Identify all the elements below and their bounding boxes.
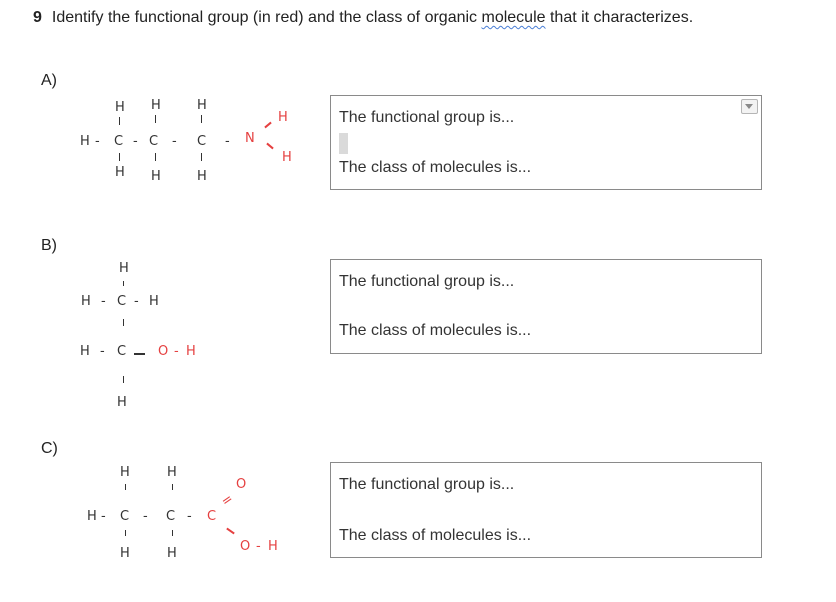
bond-dash: - — [143, 509, 148, 524]
atom-c: C — [117, 344, 127, 359]
atom-h: H — [151, 169, 161, 184]
bond-dash: - — [100, 344, 105, 359]
atom-h: H — [80, 344, 90, 359]
question-text-before: Identify the functional group (in red) and the class of organic — [51, 9, 482, 26]
bond — [201, 153, 202, 161]
bond — [123, 319, 124, 326]
answer-box-a[interactable] — [330, 95, 762, 190]
bond-dash: - — [101, 509, 106, 524]
atom-h-functional: H — [268, 539, 278, 554]
bond — [119, 117, 120, 125]
atom-h-functional: H — [186, 344, 196, 359]
bond — [123, 281, 124, 286]
atom-h: H — [167, 465, 177, 480]
atom-o-functional: O — [236, 477, 247, 492]
atom-h: H — [117, 395, 127, 410]
atom-h: H — [149, 294, 159, 309]
answer-box-c[interactable] — [330, 462, 762, 558]
atom-h: H — [119, 261, 129, 276]
atom-h: H — [167, 546, 177, 561]
bond — [119, 153, 120, 161]
atom-h: H — [81, 294, 91, 309]
question-number: 9 — [33, 9, 42, 26]
atom-h-functional: H — [278, 110, 288, 125]
spellcheck-underlined-word: molecule — [481, 9, 546, 26]
atom-h: H — [120, 465, 130, 480]
bond-dash: - — [95, 134, 100, 149]
atom-o-functional: O — [158, 344, 169, 359]
atom-c: C — [117, 294, 127, 309]
functional-group-prompt: The functional group is... — [339, 476, 515, 493]
text-cursor[interactable] — [339, 133, 348, 154]
atom-h: H — [197, 98, 207, 113]
bond-dash: - — [133, 134, 138, 149]
atom-c: C — [120, 509, 130, 524]
functional-bond — [226, 528, 235, 535]
functional-bond — [264, 122, 271, 129]
part-a-label: A) — [41, 72, 57, 89]
atom-c: C — [114, 134, 124, 149]
chevron-down-icon[interactable] — [741, 99, 758, 114]
bond — [172, 530, 173, 536]
functional-double-bond: = — [218, 491, 237, 510]
atom-n-functional: N — [245, 131, 255, 146]
bond — [155, 153, 156, 161]
part-b-label: B) — [41, 237, 57, 254]
bond — [172, 484, 173, 490]
bond-dash: - — [101, 294, 106, 309]
functional-bond-dash: - — [256, 539, 261, 554]
bond-dash: - — [187, 509, 192, 524]
molecule-class-prompt: The class of molecules is... — [339, 159, 532, 176]
bond — [155, 115, 156, 123]
bond — [123, 376, 124, 383]
atom-c: C — [197, 134, 207, 149]
answer-box-b[interactable] — [330, 259, 762, 354]
atom-h: H — [80, 134, 90, 149]
bond-dash: - — [172, 134, 177, 149]
atom-c-functional: C — [207, 509, 217, 524]
functional-group-prompt: The functional group is... — [339, 109, 515, 126]
atom-c: C — [166, 509, 176, 524]
atom-o-functional: O — [240, 539, 251, 554]
atom-h: H — [115, 165, 125, 180]
bond-dash: - — [134, 294, 139, 309]
atom-h: H — [197, 169, 207, 184]
molecule-class-prompt: The class of molecules is... — [339, 322, 532, 339]
atom-c: C — [149, 134, 159, 149]
functional-bond — [266, 143, 273, 150]
atom-h: H — [115, 100, 125, 115]
atom-h: H — [120, 546, 130, 561]
part-c-label: C) — [41, 440, 58, 457]
question-text — [33, 9, 693, 27]
molecule-class-prompt: The class of molecules is... — [339, 527, 532, 544]
functional-bond-dash: - — [174, 344, 179, 359]
atom-h: H — [87, 509, 97, 524]
bond — [134, 353, 145, 355]
question-text-after: that it characterizes. — [545, 9, 694, 26]
bond — [201, 115, 202, 123]
atom-h: H — [151, 98, 161, 113]
bond — [125, 530, 126, 536]
bond-dash: - — [225, 134, 230, 149]
atom-h-functional: H — [282, 150, 292, 165]
functional-group-prompt: The functional group is... — [339, 273, 515, 290]
bond — [125, 484, 126, 490]
